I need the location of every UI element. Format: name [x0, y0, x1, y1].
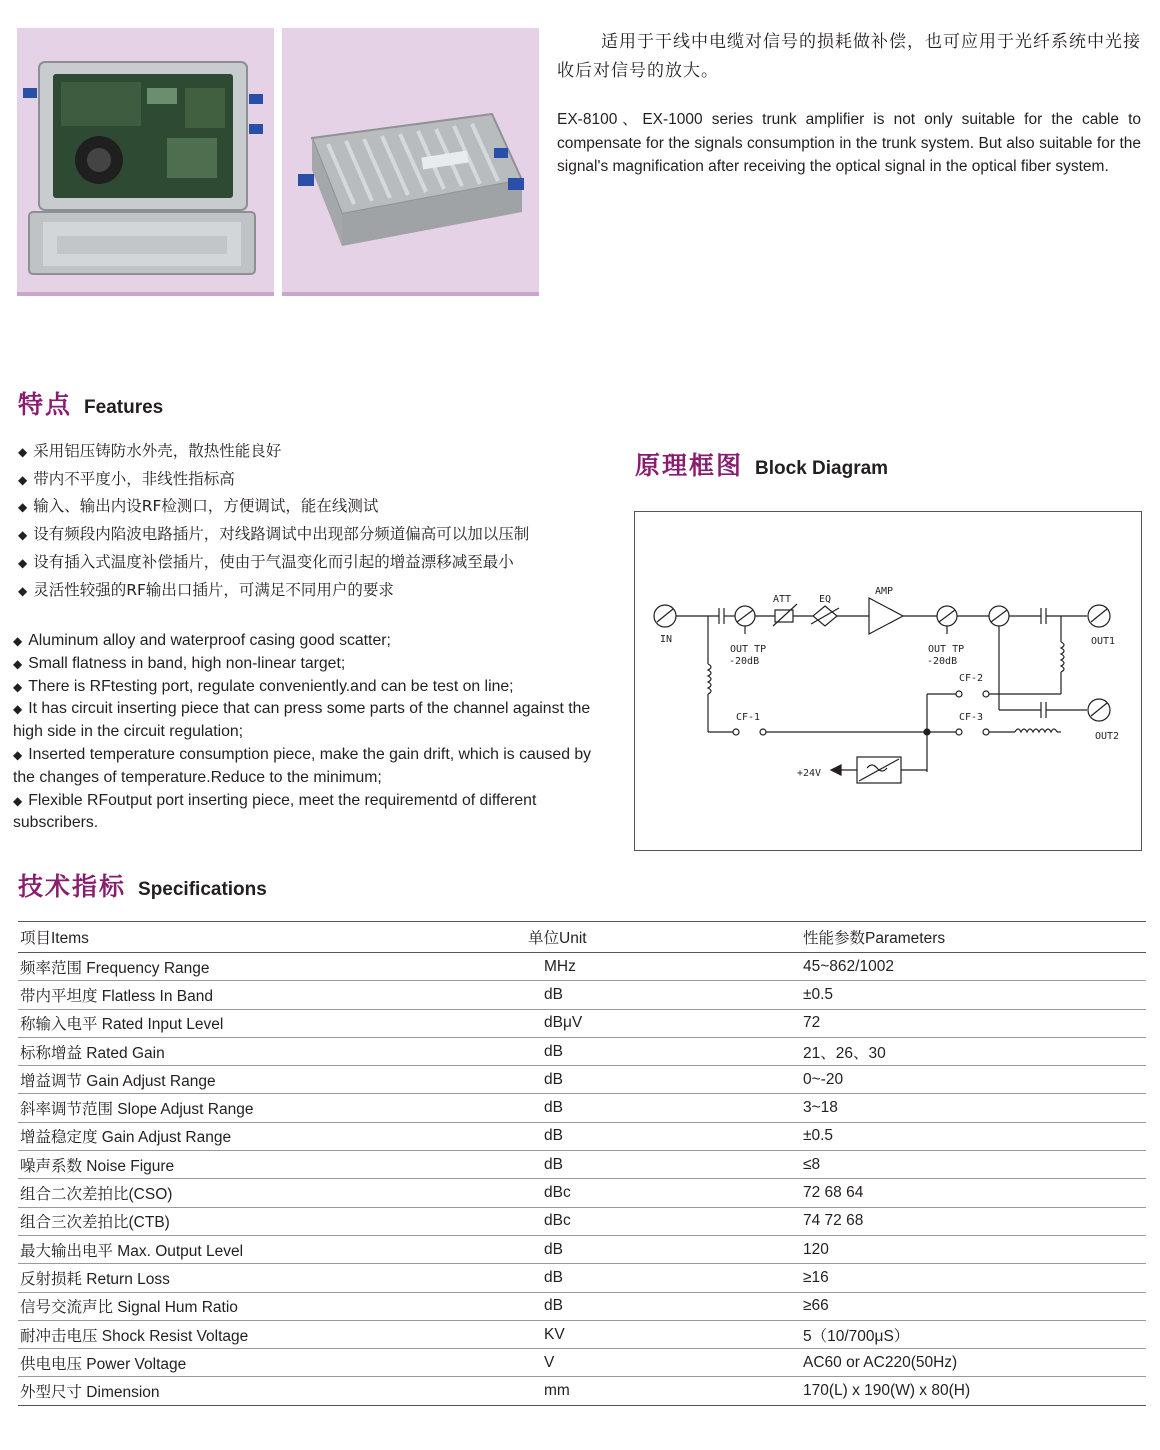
unit-cell: dB: [526, 981, 801, 1009]
specifications-title-en: Specifications: [138, 879, 267, 900]
item-cell: 信号交流声比 Signal Hum Ratio: [18, 1292, 526, 1320]
table-row: [18, 1235, 1146, 1263]
diamond-bullet-icon: ◆: [13, 679, 23, 694]
unit-cell: dB: [526, 1235, 801, 1263]
item-cell: 带内平坦度 Flatless In Band: [18, 981, 526, 1009]
label-amp: AMP: [875, 586, 894, 597]
unit-cell: dB: [526, 1094, 801, 1122]
diamond-bullet-icon: ◆: [13, 793, 23, 808]
block-diagram-title-en: Block Diagram: [755, 458, 889, 479]
diamond-bullet-icon: ◆: [13, 634, 23, 648]
item-cell: 频率范围 Frequency Range: [18, 953, 526, 981]
value-cell: 5（10/700μS）: [801, 1320, 1146, 1348]
specifications-title-cn: 技术指标: [18, 872, 127, 901]
item-cell: 组合三次差拍比(CTB): [18, 1207, 526, 1235]
value-cell: ≥16: [801, 1264, 1146, 1292]
unit-cell: V: [526, 1349, 801, 1377]
value-cell: 120: [801, 1235, 1146, 1263]
feature-item-cn: ◆ 采用铝压铸防水外壳，散热性能良好: [18, 442, 282, 460]
table-row: [18, 1009, 1146, 1037]
unit-cell: MHz: [526, 953, 801, 981]
label-in: IN: [660, 634, 673, 645]
label-cf1: CF-1: [736, 712, 761, 723]
diamond-bullet-icon: ◆: [18, 583, 28, 598]
unit-cell: dBμV: [526, 1009, 801, 1037]
diamond-bullet-icon: ◆: [13, 747, 23, 762]
feature-item-cn: ◆ 灵活性较强的RF输出口插片，可满足不同用户的要求: [18, 580, 394, 599]
unit-cell: dBc: [526, 1207, 801, 1235]
label-out2: OUT2: [1095, 731, 1120, 742]
feature-item-en: ◆ Small flatness in band, high non-linear target;: [13, 654, 346, 672]
features-heading: [18, 385, 163, 421]
value-cell: 21、26、30: [801, 1037, 1146, 1065]
header-parameters: 性能参数Parameters: [801, 922, 1146, 953]
table-row: [18, 1179, 1146, 1207]
item-cell: 耐冲击电压 Shock Resist Voltage: [18, 1320, 526, 1348]
value-cell: ≤8: [801, 1151, 1146, 1179]
table-row: [18, 1207, 1146, 1235]
specifications-heading: [18, 867, 267, 903]
label-out1: OUT1: [1091, 636, 1116, 647]
unit-cell: dB: [526, 1066, 801, 1094]
label-power: +24V: [797, 768, 822, 779]
block-diagram-title-cn: 原理框图: [635, 451, 744, 480]
features-list-en: [13, 630, 598, 835]
table-row: [18, 1320, 1146, 1348]
item-cell: 噪声系数 Noise Figure: [18, 1151, 526, 1179]
label-out-tp-2-db: -20dB: [927, 656, 958, 667]
feature-item-cn: ◆ 设有频段内陷波电路插片，对线路调试中出现部分频道偏高可以加以压制: [18, 525, 530, 544]
diamond-bullet-icon: ◆: [18, 555, 28, 570]
label-out-tp-1: OUT TP: [730, 644, 767, 655]
item-cell: 外型尺寸 Dimension: [18, 1377, 526, 1405]
block-diagram: [634, 511, 1142, 851]
feature-item-en: ◆ Inserted temperature consumption piece, make the gain drift, which is caused by the changes of temperature.Reduce to the minimum;: [13, 745, 592, 786]
diamond-bullet-icon: ◆: [13, 702, 23, 717]
feature-item-cn: ◆ 带内不平度小，非线性指标高: [18, 469, 235, 488]
features-list-cn: [18, 438, 618, 604]
table-row: [18, 1377, 1146, 1405]
feature-item-en: ◆ Aluminum alloy and waterproof casing good scatter;: [13, 632, 391, 649]
amplifier-icon: [869, 598, 903, 634]
item-cell: 增益调节 Gain Adjust Range: [18, 1066, 526, 1094]
value-cell: ±0.5: [801, 1122, 1146, 1150]
feature-item-cn: ◆ 设有插入式温度补偿插片，使由于气温变化而引起的增益漂移减至最小: [18, 552, 514, 571]
value-cell: 45~862/1002: [801, 953, 1146, 981]
feature-item-en: ◆ Flexible RFoutput port inserting piece, meet the requirementd of different subscribers.: [13, 791, 537, 832]
table-row: [18, 1151, 1146, 1179]
header-unit: 单位Unit: [526, 922, 801, 953]
feature-item-en: ◆ There is RFtesting port, regulate conveniently.and can be test on line;: [13, 677, 514, 695]
specifications-table: [18, 921, 1146, 1406]
diamond-bullet-icon: ◆: [18, 500, 28, 515]
diamond-bullet-icon: ◆: [18, 445, 28, 459]
unit-cell: dBc: [526, 1179, 801, 1207]
table-row: [18, 1264, 1146, 1292]
item-cell: 反射损耗 Return Loss: [18, 1264, 526, 1292]
table-row: [18, 1037, 1146, 1065]
diamond-bullet-icon: ◆: [13, 656, 23, 671]
item-cell: 称输入电平 Rated Input Level: [18, 1009, 526, 1037]
table-row: [18, 1066, 1146, 1094]
table-row: [18, 1094, 1146, 1122]
feature-item-en: ◆ It has circuit inserting piece that can press some parts of the channel against the high side in the circuit regulation;: [13, 700, 591, 741]
unit-cell: KV: [526, 1320, 801, 1348]
label-cf3: CF-3: [959, 712, 984, 723]
table-header-row: [18, 922, 1146, 953]
block-diagram-heading: [635, 446, 888, 482]
features-title-cn: 特点: [18, 390, 73, 419]
unit-cell: dB: [526, 1264, 801, 1292]
product-photo-open: [17, 28, 274, 296]
value-cell: ±0.5: [801, 981, 1146, 1009]
table-row: [18, 1349, 1146, 1377]
feature-item-cn: ◆ 输入、输出内设RF检测口，方便调试，能在线测试: [18, 497, 379, 516]
item-cell: 最大输出电平 Max. Output Level: [18, 1235, 526, 1263]
value-cell: 72 68 64: [801, 1179, 1146, 1207]
value-cell: 74 72 68: [801, 1207, 1146, 1235]
unit-cell: mm: [526, 1377, 801, 1405]
product-photo-closed: [282, 28, 539, 296]
intro-en: EX-8100、EX-1000 series trunk amplifier is not only suitable for the cable to compensate for the signals consumption in the trunk system. But also suitable for the signal's magnification after receiving the optical signal in the optical fiber system.: [557, 111, 1141, 175]
item-cell: 标称增益 Rated Gain: [18, 1037, 526, 1065]
table-row: [18, 981, 1146, 1009]
item-cell: 组合二次差拍比(CSO): [18, 1179, 526, 1207]
table-row: [18, 1292, 1146, 1320]
table-row: [18, 953, 1146, 981]
value-cell: ≥66: [801, 1292, 1146, 1320]
value-cell: 3~18: [801, 1094, 1146, 1122]
label-eq: EQ: [819, 594, 832, 605]
features-title-en: Features: [84, 397, 164, 418]
unit-cell: dB: [526, 1037, 801, 1065]
value-cell: AC60 or AC220(50Hz): [801, 1349, 1146, 1377]
label-out-tp-1-db: -20dB: [729, 656, 760, 667]
label-cf2: CF-2: [959, 673, 984, 684]
unit-cell: dB: [526, 1292, 801, 1320]
table-row: [18, 1122, 1146, 1150]
diamond-bullet-icon: ◆: [18, 472, 28, 487]
item-cell: 斜率调节范围 Slope Adjust Range: [18, 1094, 526, 1122]
header-items: 项目Items: [18, 922, 526, 953]
item-cell: 增益稳定度 Gain Adjust Range: [18, 1122, 526, 1150]
value-cell: 72: [801, 1009, 1146, 1037]
intro-cn: 适用于干线中电缆对信号的损耗做补偿，也可应用于光纤系统中光接收后对信号的放大。: [557, 32, 1141, 81]
label-att: ATT: [773, 594, 792, 605]
unit-cell: dB: [526, 1122, 801, 1150]
item-cell: 供电电压 Power Voltage: [18, 1349, 526, 1377]
diamond-bullet-icon: ◆: [18, 528, 28, 543]
unit-cell: dB: [526, 1151, 801, 1179]
value-cell: 170(L) x 190(W) x 80(H): [801, 1377, 1146, 1405]
value-cell: 0~-20: [801, 1066, 1146, 1094]
label-out-tp-2: OUT TP: [928, 644, 965, 655]
